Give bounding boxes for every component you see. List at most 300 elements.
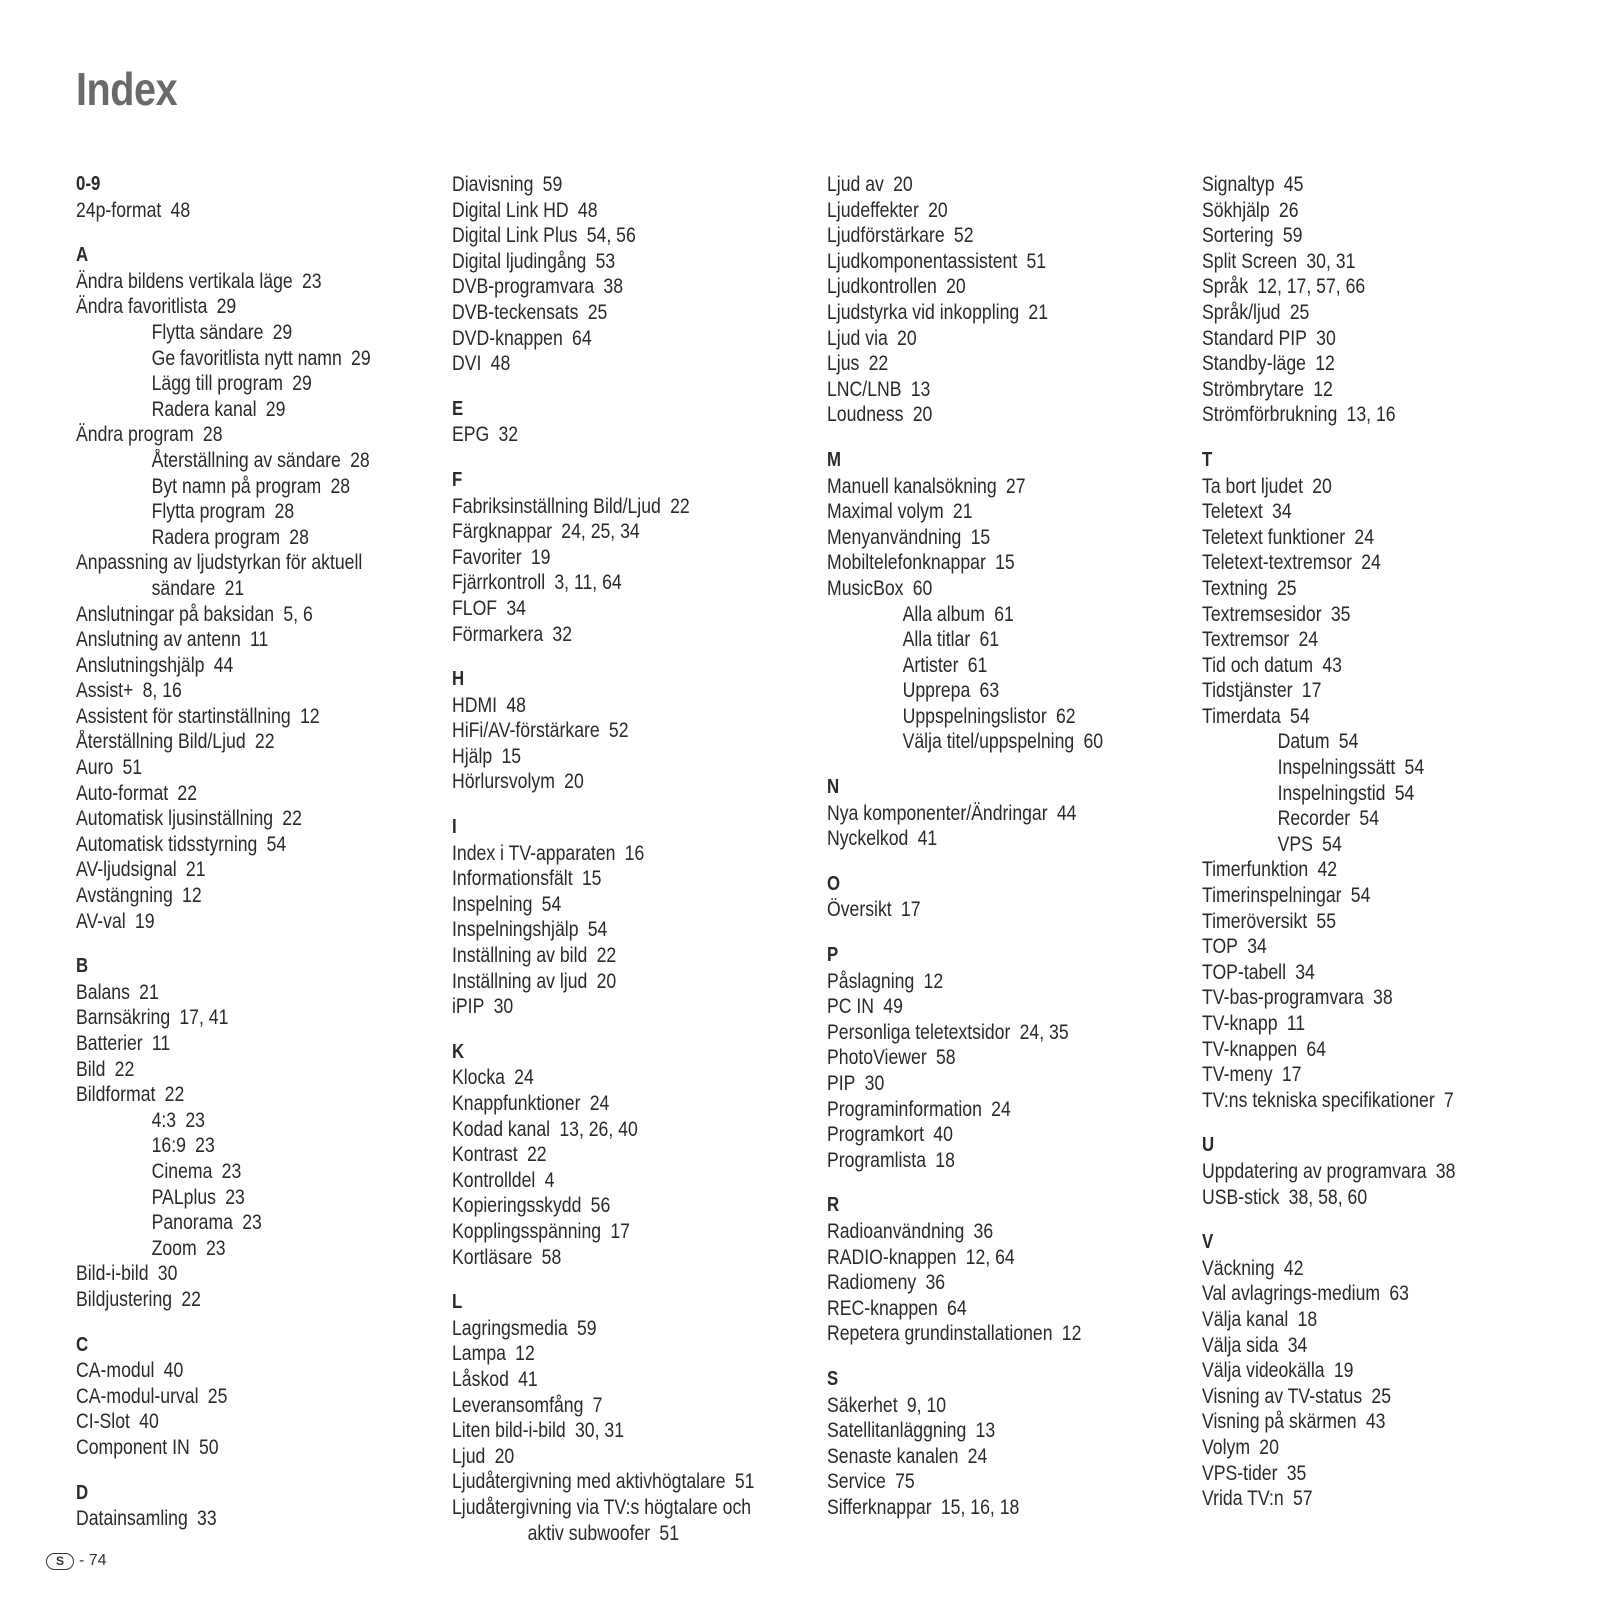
entry-term: Inspelningstid: [1277, 781, 1386, 805]
index-entry: [1202, 1358, 1504, 1384]
entry-page-number: 15: [581, 867, 602, 891]
entry-term: Signaltyp: [1202, 173, 1275, 196]
section-letter: I: [452, 816, 457, 839]
entry-term: Anslutning av antenn: [76, 628, 241, 652]
entry-page-number: 59: [1282, 224, 1303, 248]
index-subentry: [827, 704, 1129, 730]
entry-term: HiFi/AV-förstärkare: [452, 719, 600, 743]
index-entry: [452, 1316, 754, 1342]
index-entry: [452, 1495, 754, 1521]
section-letter: C: [76, 1333, 89, 1356]
index-entry: [76, 1287, 378, 1313]
entry-page-number: 24: [967, 1444, 988, 1468]
section-letter: U: [1202, 1134, 1215, 1157]
entry-page-number: 11: [151, 1032, 171, 1055]
entry-term: Vrida TV:n: [1202, 1487, 1284, 1511]
index-entry: [1202, 1185, 1504, 1211]
section-letter: F: [452, 468, 463, 491]
entry-page-number: 54: [266, 832, 287, 856]
entry-term: Bild-i-bild: [76, 1262, 149, 1286]
entry-term: Inställning av ljud: [452, 969, 588, 993]
entry-term: Välja kanal: [1202, 1307, 1289, 1331]
index-entry: [452, 1245, 754, 1271]
entry-term: CA-modul-urval: [76, 1384, 199, 1408]
entry-page-number: 22: [254, 730, 275, 754]
index-entry: [1202, 377, 1504, 403]
index-entry: [1202, 1062, 1504, 1088]
entry-page-number: 58: [541, 1245, 562, 1269]
index-entry: [76, 294, 378, 320]
entry-page-number: 17: [610, 1219, 630, 1243]
index-entry: [1202, 402, 1504, 428]
entry-page-number: 48: [490, 352, 511, 376]
entry-term: Manuell kanalsökning: [827, 474, 997, 498]
entry-page-number: 52: [608, 719, 629, 743]
entry-page-number: 12: [515, 1342, 535, 1366]
entry-term: Programkort: [827, 1123, 925, 1147]
index-entry: [1202, 1088, 1504, 1114]
entry-page-number: 44: [1056, 801, 1077, 825]
index-section: [452, 1290, 812, 1546]
entry-term: Radiomeny: [827, 1271, 917, 1295]
entry-page-number: 34: [1247, 935, 1267, 959]
entry-page-number: 24, 35: [1019, 1020, 1069, 1044]
index-entry: [76, 729, 378, 755]
index-entry: [1202, 1333, 1504, 1359]
entry-term: Ljud av: [827, 173, 884, 196]
section-letter: S: [827, 1367, 839, 1390]
entry-page-number: 64: [1306, 1037, 1326, 1061]
index-entry: [452, 1142, 754, 1168]
entry-term: Tid och datum: [1202, 653, 1314, 677]
entry-term: Välja titel/uppspelning: [902, 730, 1075, 754]
entry-term: TV-knappen: [1202, 1037, 1298, 1061]
entry-term: Välja videokälla: [1202, 1359, 1325, 1383]
section-letter: B: [76, 955, 89, 978]
entry-term: USB-stick: [1202, 1185, 1280, 1209]
entry-term: Flytta sändare: [151, 320, 264, 344]
entry-term: Lägg till program: [151, 372, 283, 396]
index-entry: [452, 622, 754, 648]
index-section: [452, 397, 812, 448]
index-entry: [1202, 857, 1504, 883]
entry-term: Färgknappar: [452, 520, 553, 544]
index-subentry: [1202, 832, 1504, 858]
index-subentry: [1202, 729, 1504, 755]
entry-term: Bildformat: [76, 1083, 156, 1107]
entry-page-number: 34: [1295, 960, 1315, 984]
index-entry: [1202, 678, 1504, 704]
index-entry: [452, 769, 754, 795]
index-section: [76, 172, 436, 223]
index-entry: [827, 1321, 1129, 1347]
entry-page-number: 54: [1350, 884, 1371, 908]
index-entry: [1202, 627, 1504, 653]
index-subentry: [76, 448, 378, 474]
entry-page-number: 54: [1404, 756, 1425, 780]
entry-term: 16:9: [151, 1134, 186, 1158]
index-subentry: [76, 371, 378, 397]
entry-page-number: 59: [542, 173, 563, 196]
entry-page-number: 17, 41: [179, 1006, 229, 1030]
entry-page-number: 61: [967, 653, 988, 677]
entry-page-number: 61: [994, 602, 1014, 626]
entry-term: Hjälp: [452, 744, 493, 768]
entry-term: VPS-tider: [1202, 1461, 1278, 1485]
index-entry: [827, 326, 1129, 352]
index-entry: [452, 570, 754, 596]
index-entry: [827, 1148, 1129, 1174]
entry-page-number: 34: [506, 596, 526, 620]
index-section: [827, 872, 1187, 923]
index-entry: [1202, 525, 1504, 551]
entry-page-number: 22: [526, 1143, 547, 1167]
index-section: [76, 954, 436, 1312]
entry-term: 24p-format: [76, 198, 162, 222]
index-entry: [827, 1270, 1129, 1296]
entry-term: Språk: [1202, 275, 1249, 299]
index-entry: [76, 1261, 378, 1287]
index-entry: [452, 274, 754, 300]
entry-page-number: 13, 26, 40: [559, 1117, 638, 1141]
index-entry: [827, 172, 1129, 198]
entry-page-number: 57: [1292, 1487, 1313, 1511]
entry-term: iPIP: [452, 995, 485, 1019]
entry-page-number: 24: [1354, 525, 1375, 549]
entry-page-number: 9, 10: [906, 1393, 947, 1417]
entry-term: TOP-tabell: [1202, 960, 1286, 984]
entry-term: CA-modul: [76, 1359, 155, 1383]
index-entry: [1202, 985, 1504, 1011]
index-entry: [76, 422, 378, 448]
index-entry: [76, 1082, 378, 1108]
entry-page-number: 20: [946, 275, 966, 299]
entry-term: Påslagning: [827, 969, 915, 993]
index-entry: [76, 1358, 378, 1384]
entry-page-number: 13: [975, 1419, 996, 1443]
page-number: - 74: [79, 1552, 107, 1569]
entry-term: aktiv subwoofer: [527, 1521, 651, 1545]
entry-page-number: 53: [595, 249, 616, 273]
entry-page-number: 20: [893, 173, 913, 196]
entry-page-number: 28: [350, 448, 370, 472]
entry-term: Fabriksinställning Bild/Ljud: [452, 494, 661, 518]
index-entry: [827, 1245, 1129, 1271]
index-entry: [76, 909, 378, 935]
entry-page-number: 12: [182, 884, 202, 908]
index-entry: [1202, 223, 1504, 249]
entry-page-number: 44: [213, 653, 234, 677]
index-entry: [1202, 602, 1504, 628]
index-entry: [76, 269, 378, 295]
index-column-1: [76, 172, 436, 1532]
entry-term: Radera program: [151, 525, 281, 549]
entry-page-number: 22: [596, 944, 617, 968]
index-entry: [827, 499, 1129, 525]
entry-term: Uppspelningslistor: [902, 704, 1047, 728]
index-entry: [1202, 1256, 1504, 1282]
index-entry: [1202, 499, 1504, 525]
index-entry: [1202, 1011, 1504, 1037]
section-letter: A: [76, 244, 89, 267]
entry-term: Ljudkomponentassistent: [827, 249, 1018, 273]
entry-term: LNC/LNB: [827, 377, 902, 401]
entry-page-number: 54: [1338, 730, 1359, 754]
index-section: [827, 775, 1187, 852]
entry-term: Kodad kanal: [452, 1117, 551, 1141]
index-entry: [452, 519, 754, 545]
entry-term: Val avlagrings-medium: [1202, 1282, 1381, 1306]
index-section: [452, 468, 812, 647]
entry-term: Alla album: [902, 602, 985, 626]
index-subentry: [827, 678, 1129, 704]
entry-term: Nya komponenter/Ändringar: [827, 801, 1048, 825]
entry-term: TV-knapp: [1202, 1012, 1278, 1035]
entry-term: Personliga teletextsidor: [827, 1020, 1011, 1044]
index-entry: [76, 1031, 378, 1057]
index-entry: [452, 693, 754, 719]
entry-page-number: 60: [1083, 730, 1104, 754]
entry-page-number: 23: [225, 1185, 245, 1209]
entry-page-number: 7: [592, 1393, 603, 1417]
index-entry: [1202, 1461, 1504, 1487]
section-letter: V: [1202, 1231, 1214, 1254]
entry-page-number: 59: [576, 1316, 597, 1340]
entry-page-number: 23: [242, 1211, 262, 1235]
entry-page-number: 30, 31: [1306, 249, 1356, 273]
entry-page-number: 32: [552, 622, 573, 646]
index-entry: [827, 300, 1129, 326]
entry-term: Teletext: [1202, 500, 1263, 524]
index-entry: [827, 377, 1129, 403]
entry-term: Hörlursvolym: [452, 770, 555, 794]
entry-term: Tidstjänster: [1202, 679, 1293, 703]
entry-term: Favoriter: [452, 545, 522, 569]
index-entry: [452, 300, 754, 326]
language-badge-icon: S: [46, 1553, 74, 1570]
index-entry: [1202, 172, 1504, 198]
entry-term: Zoom: [151, 1236, 197, 1260]
entry-page-number: 22: [282, 807, 302, 831]
entry-page-number: 19: [1333, 1359, 1354, 1383]
index-entry: [1202, 934, 1504, 960]
entry-term: Standby-läge: [1202, 352, 1306, 376]
entry-term: Ljudåtergivning via TV:s högtalare och: [452, 1495, 752, 1519]
index-entry: [452, 718, 754, 744]
index-entry: [76, 704, 378, 730]
entry-term: PhotoViewer: [827, 1046, 927, 1070]
entry-term: Auto-format: [76, 781, 169, 805]
index-entry: [452, 223, 754, 249]
index-subentry: [1202, 781, 1504, 807]
index-entry: [452, 1444, 754, 1470]
entry-page-number: 35: [1286, 1461, 1307, 1485]
entry-page-number: 22: [181, 1287, 201, 1311]
index-entry: [452, 172, 754, 198]
entry-term: EPG: [452, 423, 490, 447]
entry-page-number: 24: [514, 1066, 534, 1090]
index-section: [827, 448, 1187, 755]
entry-term: Välja sida: [1202, 1333, 1279, 1357]
index-entry: [76, 806, 378, 832]
index-entry: [76, 1506, 378, 1532]
entry-term: Teletext-textremsor: [1202, 551, 1352, 575]
entry-page-number: 49: [883, 995, 903, 1019]
index-section: [452, 667, 812, 795]
entry-page-number: 17: [1281, 1063, 1302, 1087]
index-entry: [76, 678, 378, 704]
index-entry: [827, 474, 1129, 500]
entry-page-number: 62: [1055, 704, 1076, 728]
entry-page-number: 5, 6: [283, 602, 313, 626]
entry-term: Timeröversikt: [1202, 909, 1308, 933]
entry-page-number: 29: [216, 295, 237, 319]
entry-page-number: 41: [518, 1367, 538, 1391]
index-section: [1202, 172, 1562, 428]
entry-page-number: 63: [1389, 1282, 1409, 1306]
entry-page-number: 7: [1443, 1088, 1454, 1112]
entry-term: Cinema: [151, 1159, 213, 1183]
index-entry: [76, 1435, 378, 1461]
index-entry: [1202, 474, 1504, 500]
entry-page-number: 15: [970, 525, 991, 549]
index-subentry: [827, 653, 1129, 679]
entry-page-number: 30: [1316, 326, 1336, 350]
entry-term: Teletext funktioner: [1202, 525, 1346, 549]
entry-term: Bild: [76, 1057, 106, 1081]
entry-term: Återställning Bild/Ljud: [76, 730, 246, 754]
index-entry: [76, 653, 378, 679]
entry-term: TV:ns tekniska specifikationer: [1202, 1088, 1435, 1112]
section-letter: K: [452, 1040, 465, 1063]
entry-term: Inspelningssätt: [1277, 756, 1396, 780]
entry-page-number: 15: [995, 551, 1015, 575]
entry-page-number: 22: [177, 781, 198, 805]
entry-page-number: 26: [1278, 198, 1299, 222]
entry-term: Leveransomfång: [452, 1393, 584, 1417]
entry-page-number: 22: [114, 1057, 135, 1081]
index-subentry: [76, 499, 378, 525]
entry-term: Digital Link HD: [452, 198, 569, 222]
entry-term: Låskod: [452, 1367, 509, 1391]
entry-page-number: 51: [734, 1470, 755, 1494]
page-title: Index: [76, 63, 178, 115]
section-letter: T: [1202, 448, 1213, 471]
entry-term: FLOF: [452, 596, 498, 620]
entry-page-number: 64: [572, 326, 592, 350]
entry-page-number: 38, 58, 60: [1288, 1185, 1368, 1209]
entry-page-number: 32: [498, 423, 519, 447]
entry-term: Assistent för startinställning: [76, 704, 291, 728]
index-entry: [76, 550, 378, 576]
index-subentry: [827, 627, 1129, 653]
entry-page-number: 45: [1283, 173, 1304, 196]
entry-term: CI-Slot: [76, 1410, 130, 1434]
entry-term: Strömbrytare: [1202, 377, 1304, 401]
entry-page-number: 11: [250, 628, 269, 652]
entry-page-number: 38: [603, 275, 624, 299]
entry-page-number: 33: [197, 1507, 217, 1531]
entry-page-number: 40: [163, 1359, 184, 1383]
index-entry: [1202, 1159, 1504, 1185]
entry-term: Flytta program: [151, 500, 266, 524]
entry-page-number: 24: [991, 1097, 1011, 1121]
entry-page-number: 13, 16: [1346, 403, 1396, 427]
entry-term: Artister: [902, 653, 959, 677]
index-column-4: [1202, 172, 1562, 1512]
entry-term: Byt namn på program: [151, 474, 322, 498]
entry-term: Ljudåtergivning med aktivhögtalare: [452, 1470, 726, 1494]
entry-term: Diavisning: [452, 173, 534, 196]
entry-term: Batterier: [76, 1032, 143, 1055]
index-entry: [452, 1091, 754, 1117]
entry-page-number: 58: [935, 1046, 956, 1070]
index-entry: [452, 545, 754, 571]
entry-page-number: 54: [1290, 704, 1310, 728]
entry-page-number: 20: [596, 969, 617, 993]
index-entry: [76, 1384, 378, 1410]
entry-term: Kontrast: [452, 1143, 518, 1167]
entry-page-number: 54: [587, 918, 608, 942]
section-letter: 0-9: [76, 173, 101, 195]
entry-term: Textning: [1202, 576, 1268, 600]
entry-page-number: 30, 31: [574, 1419, 625, 1443]
entry-term: Sifferknappar: [827, 1495, 932, 1519]
index-entry: [452, 1418, 754, 1444]
entry-page-number: 20: [494, 1444, 515, 1468]
index-entry: [452, 326, 754, 352]
index-entry: [1202, 300, 1504, 326]
index-entry: [452, 1117, 754, 1143]
entry-term: Informationsfält: [452, 867, 573, 891]
entry-page-number: 25: [1276, 576, 1297, 600]
entry-term: Sökhjälp: [1202, 198, 1270, 222]
entry-term: Assist+: [76, 679, 134, 703]
entry-page-number: 30: [864, 1072, 885, 1095]
index-section: [452, 815, 812, 1020]
index-entry: [827, 402, 1129, 428]
index-subentry: [1202, 806, 1504, 832]
index-entry: [827, 1219, 1129, 1245]
entry-term: Component IN: [76, 1435, 190, 1459]
entry-page-number: 38: [1373, 986, 1393, 1010]
entry-page-number: 28: [289, 525, 309, 549]
entry-term: VPS: [1277, 832, 1313, 856]
index-entry: [1202, 1435, 1504, 1461]
entry-page-number: 20: [1312, 474, 1332, 498]
section-letter: D: [76, 1481, 89, 1504]
entry-term: Lampa: [452, 1342, 506, 1366]
entry-page-number: 38: [1435, 1159, 1456, 1183]
entry-page-number: 23: [195, 1134, 215, 1158]
index-section: [1202, 1230, 1562, 1512]
entry-term: DVI: [452, 352, 482, 376]
index-entry: [76, 1005, 378, 1031]
entry-term: Textremsor: [1202, 628, 1290, 652]
entry-page-number: 63: [979, 679, 1000, 703]
index-entry: [452, 1065, 754, 1091]
entry-page-number: 20: [1259, 1435, 1279, 1459]
index-entry: [452, 351, 754, 377]
entry-term: Senaste kanalen: [827, 1444, 959, 1468]
index-entry: [76, 602, 378, 628]
entry-term: Split Screen: [1202, 249, 1298, 273]
entry-term: Knappfunktioner: [452, 1092, 581, 1115]
index-section: [1202, 448, 1562, 1113]
entry-term: Textremsesidor: [1202, 602, 1322, 626]
entry-page-number: 48: [170, 198, 191, 222]
entry-page-number: 34: [1272, 500, 1292, 524]
